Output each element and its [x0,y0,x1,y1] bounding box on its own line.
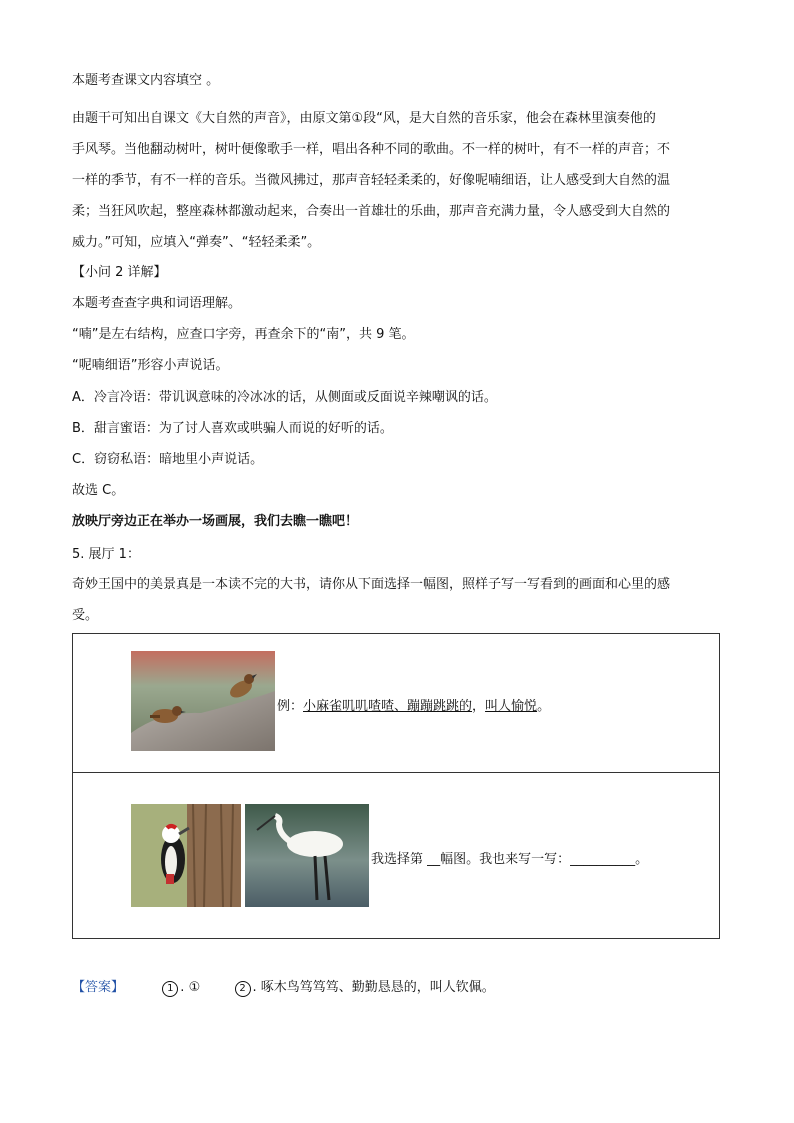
option-b: B．甜言蜜语：为了讨人喜欢或哄骗人而说的好听的话。 [72,421,393,436]
text-line: 故选 C。 [72,483,125,498]
example-underline-2: 叫人愉悦 [485,699,538,714]
text-line: 手风琴。当他翻动树叶，树叶便像歌手一样，唱出各种不同的歌曲。不一样的树叶，有不一样的声音；不 [72,142,671,157]
answer-tag: 【答案】 [72,980,125,995]
answer-number-1: 1 [162,981,178,997]
text-line: 柔；当狂风吹起，整座森林都激动起来，合奏出一首雄壮的乐曲，那声音充满力量，令人感受到大自然的 [72,204,671,219]
option-c: C．窃窃私语：暗地里小声说话。 [72,452,264,467]
example-underline-1: 小麻雀叽叽喳喳、蹦蹦跳跳的 [303,699,473,714]
answer-line: 【答案】 1 . ① 2 . 啄木鸟笃笃笃、勤勤恳恳的，叫人钦佩。 [72,980,495,995]
answer-1: ① [188,980,201,995]
text-line: 由题干可知出自课文《大自然的声音》，由原文第①段“风，是大自然的音乐家，他会在森林里演奏他的 [72,111,656,126]
answer-2: 啄木鸟笃笃笃、勤勤恳恳的，叫人钦佩。 [260,980,495,995]
section-heading: 【小问 2 详解】 [72,265,167,280]
example-sentence: 例：小麻雀叽叽喳喳、蹦蹦跳跳的，叫人愉悦。 [277,699,551,714]
answer-number-2: 2 [235,981,251,997]
egret-photo [245,804,369,907]
table-divider [73,772,719,773]
blank-write[interactable]: __________ [570,852,636,867]
text-line: 一样的季节，有不一样的音乐。当微风拂过，那声音轻轻柔柔的，好像呢喃细语，让人感受到大自然的温 [72,173,671,188]
woodpecker-photo [131,804,241,907]
text-line: 威力。”可知，应填入“弹奏”、“轻轻柔柔”。 [72,235,321,250]
sparrows-photo [131,651,275,751]
text-line: 奇妙王国中的美景真是一本读不完的大书，请你从下面选择一幅图，照样子写一写看到的画面和心里的感 [72,577,671,592]
bold-heading: 放映厅旁边正在举办一场画展，我们去瞧一瞧吧！ [72,514,359,529]
text-line: 本题考查课文内容填空 。 [72,73,220,88]
question-number: 5. 展厅 1： [72,547,140,562]
fill-in-sentence: 我选择第 __幅图。我也来写一写：__________。 [371,852,649,867]
blank-image-number[interactable]: __ [427,852,441,867]
text-line: “呢喃细语”形容小声说话。 [72,358,229,373]
picture-table [72,633,720,939]
option-a: A．冷言冷语：带讥讽意味的冷冰冰的话，从侧面或反面说辛辣嘲讽的话。 [72,390,497,405]
text-line: “喃”是左右结构，应查口字旁，再查余下的“南”，共 9 笔。 [72,327,415,342]
text-line: 受。 [72,608,99,623]
text-line: 本题考查查字典和词语理解。 [72,296,242,311]
